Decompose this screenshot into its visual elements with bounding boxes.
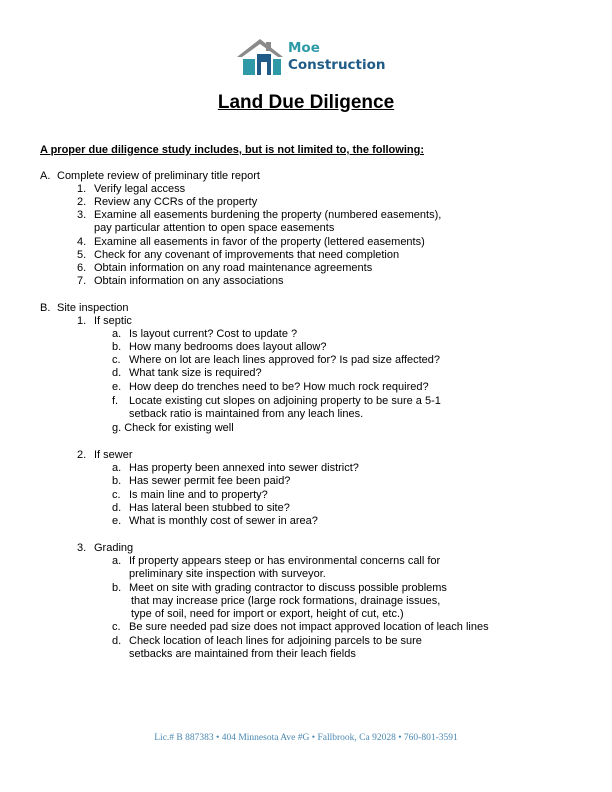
list-item-continuation: type of soil, need for import or export, height of cut, etc.) xyxy=(131,608,404,620)
logo-line1: Moe xyxy=(288,40,320,56)
list-item-continuation: that may increase price (large rock formations, drainage issues, xyxy=(131,595,441,607)
list-item-continuation: setback ratio is maintained from any leach lines. xyxy=(129,408,364,420)
section-label: Complete review of preliminary title report xyxy=(57,170,260,182)
footer-contact: Lic.# B 887383 • 404 Minnesota Ave #G • Fallbrook, Ca 92028 • 760-801-3591 xyxy=(154,733,458,743)
house-logo-icon xyxy=(235,35,285,79)
intro-heading: A proper due diligence study includes, but is not limited to, the following: xyxy=(40,144,424,156)
section-label: Site inspection xyxy=(57,302,129,314)
list-item: g. Check for existing well xyxy=(112,422,234,434)
logo-line2: Construction xyxy=(288,57,386,73)
page-title: Land Due Diligence xyxy=(217,92,395,113)
list-item-continuation: pay particular attention to open space easements xyxy=(94,222,335,234)
section-marker: A. xyxy=(40,170,51,182)
list-item-continuation: setbacks are maintained from their leach fields xyxy=(129,648,356,660)
section-marker: B. xyxy=(40,302,51,314)
list-item-continuation: preliminary site inspection with surveyor. xyxy=(129,568,326,580)
logo-wordmark xyxy=(288,40,386,74)
company-logo xyxy=(235,34,385,80)
